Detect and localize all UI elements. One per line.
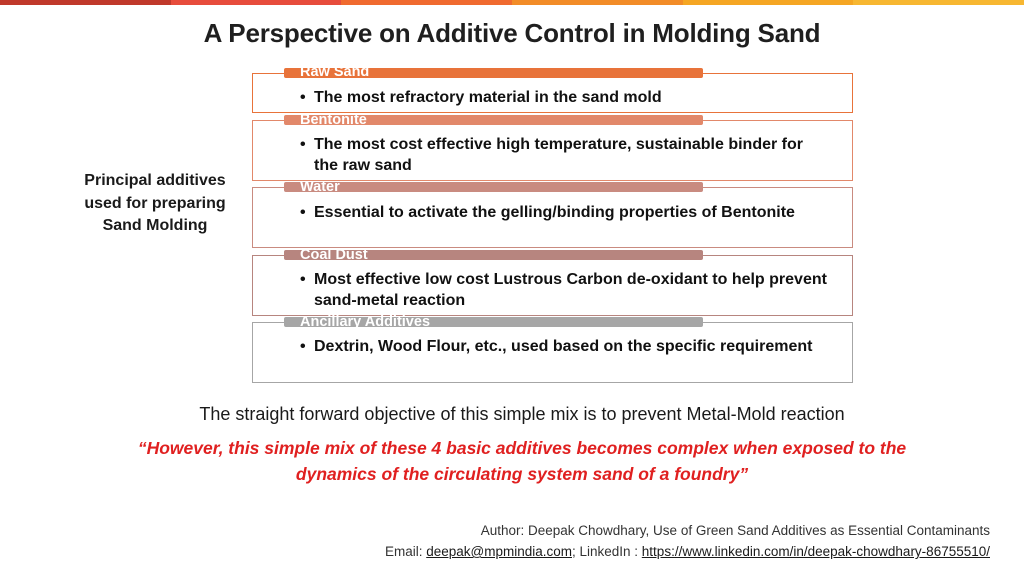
section-bullet-bentonite [300,134,830,176]
bullet-mark: • [300,136,306,153]
top-bar-segment [683,0,854,5]
section-bullet-water [300,202,830,223]
section-text: Essential to activate the gelling/binding properties of Bentonite [314,204,795,221]
section-bullet-ancillary-additives [300,336,830,357]
slide-title: A Perspective on Additive Control in Molding Sand [203,18,821,48]
section-text: Dextrin, Wood Flour, etc., used based on the specific requirement [314,338,813,355]
section-heading-coal-dust: Coal Dust [300,247,368,263]
email-label: Email: [384,544,427,559]
highlight-quote: “However, this simple mix of these 4 basic additives becomes complex when exposed to the dynamics of the circulating system sand of a foundry” [137,438,907,484]
top-bar-segment [171,0,342,5]
section-bullet-coal-dust [300,269,830,311]
section-heading-water: Water [300,179,340,195]
section-bullet-raw-sand [300,87,830,108]
top-bar-segment [512,0,683,5]
section-text: The most refractory material in the sand mold [314,89,662,106]
top-bar-segment [0,0,171,5]
contact-line [385,541,990,562]
author-line: Author: Deepak Chowdhary, Use of Green Sand Additives as Essential Contaminants [480,523,990,538]
linkedin-link[interactable]: https://www.linkedin.com/in/deepak-chowdhary-86755510/ [641,544,990,559]
top-bar-segment [341,0,512,5]
bullet-mark: • [300,271,306,288]
objective-statement: The straight forward objective of this simple mix is to prevent Metal-Mold reaction [199,404,845,424]
email-link[interactable]: deepak@mpmindia.com [426,544,572,559]
top-bar-segment [853,0,1024,5]
bullet-mark: • [300,89,306,106]
principal-additives-label: Principal additives used for preparing Sand Molding [84,172,226,234]
top-color-bar [0,0,1024,5]
section-heading-bentonite: Bentonite [300,112,367,128]
linkedin-label: ; LinkedIn : [572,544,642,559]
bullet-mark: • [300,204,306,221]
section-heading-raw-sand: Raw Sand [300,64,370,80]
footer-credits [385,520,990,562]
bullet-mark: • [300,338,306,355]
section-text: The most cost effective high temperature, sustainable binder for the raw sand [314,136,803,174]
section-heading-ancillary-additives: Ancillary Additives [300,314,431,330]
section-text: Most effective low cost Lustrous Carbon de-oxidant to help prevent sand-metal reaction [314,271,827,309]
section-header-bar-water [284,182,703,192]
